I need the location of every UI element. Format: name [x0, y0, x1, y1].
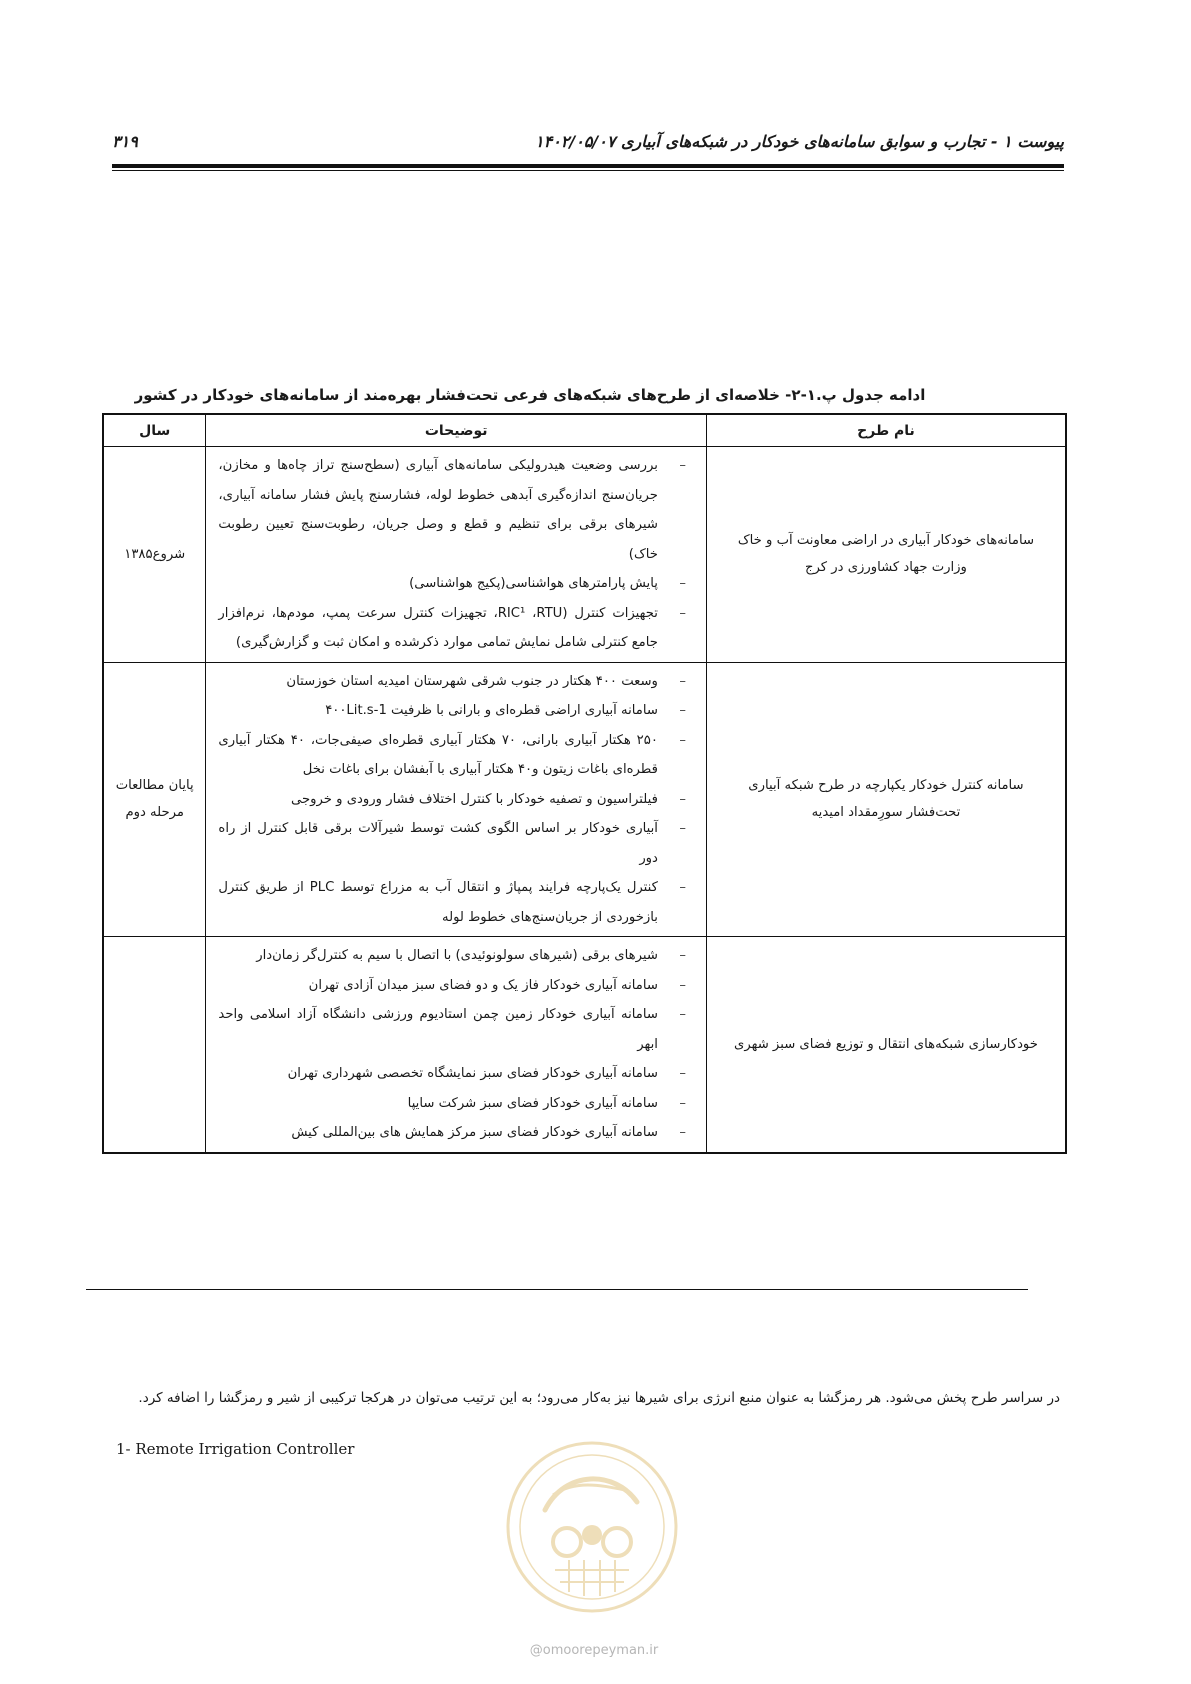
project-year: پایان مطالعات مرحله دوم — [103, 662, 206, 937]
project-year — [103, 937, 206, 1153]
project-description — [206, 662, 707, 937]
footnote-1: 1- Remote Irrigation Controller — [116, 1440, 355, 1458]
page-number: ۳۱۹ — [112, 132, 138, 151]
project-name: سامانه کنترل خودکار یکپارچه در طرح شبکه آبیاری تحت‌فشار سورِمقداد امیدیه — [706, 662, 1066, 937]
running-header — [112, 130, 1064, 158]
list-item: – آبیاری خودکار بر اساس الگوی کشت توسط شیرآلات برقی قابل کنترل از راه دور — [218, 814, 692, 873]
project-name: سامانه‌های خودکار آبیاری در اراضی معاونت آب و خاک وزارت جهاد کشاورزی در کرج — [706, 447, 1066, 663]
header-rule — [112, 164, 1064, 168]
table-row — [103, 662, 1066, 937]
list-item: – سامانه آبیاری خودکار فضای سبز نمایشگاه تخصصی شهرداری تهران — [218, 1059, 692, 1089]
list-item: – شیرهای برقی (شیرهای سولونوئیدی) با اتصال با سیم به کنترل‌گر زمان‌دار — [218, 941, 692, 971]
list-item: – وسعت ۴۰۰ هکتار در جنوب شرقی شهرستان امیدیه استان خوزستان — [218, 667, 692, 697]
list-item: – سامانه آبیاری خودکار فضای سبز شرکت سایپا — [218, 1089, 692, 1119]
list-item: – تجهیزات کنترل (RIC¹ ،RTU، تجهیزات کنترل سرعت پمپ، مودم‌ها، نرم‌افزار جامع کنترلی شامل نمایش تمامی موارد ذکرشده و امکان ثبت و گزارش‌گیری) — [218, 599, 692, 658]
project-description — [206, 937, 707, 1153]
list-item: – سامانه آبیاری خودکار فضای سبز مرکز همایش های بین‌المللی کیش — [218, 1118, 692, 1148]
watermark-logo-icon — [505, 1440, 679, 1614]
list-item: – بررسی وضعیت هیدرولیکی سامانه‌های آبیاری (سطح‌سنج تراز چاه‌ها و مخازن، جریان‌سنج اندازه‌گیری آبدهی خطوط لوله، فشارسنج پایش فشار سامانه آبیاری، شیرهای برقی برای تنظیم و قطع و وصل جریان، رطوبت‌سنج تعیین رطوبت خاک) — [218, 451, 692, 569]
footnote-continuation: در سراسر طرح پخش می‌شود. هر رمزگشا به عنوان منبع انرژی برای شیرها نیز به‌کار می‌رود؛ به این ترتیب می‌توان در هرکجا ترکیبی از شیر و رمزگشا را اضافه کرد. — [138, 1390, 1060, 1406]
table-row — [103, 447, 1066, 663]
column-header-name: نام طرح — [706, 414, 1066, 447]
project-name: خودکارسازی شبکه‌های انتقال و توزیع فضای سبز شهری — [706, 937, 1066, 1153]
column-header-description: توضیحات — [206, 414, 707, 447]
list-item: – پایش پارامترهای هواشناسی(پکیج هواشناسی) — [218, 569, 692, 599]
footnote-divider — [86, 1289, 1028, 1290]
list-item: – فیلتراسیون و تصفیه خودکار با کنترل اختلاف فشار ورودی و خروجی — [218, 785, 692, 815]
table-caption: ادامه جدول پ.۱-۲- خلاصه‌ای از طرح‌های شبکه‌های فرعی تحت‌فشار بهره‌مند از سامانه‌های خودکار در کشور — [134, 386, 926, 404]
list-item: – کنترل یک‌پارچه فرایند پمپاژ و انتقال آب به مزراع توسط PLC از طریق کنترل بازخوردی از جریان‌سنج‌های خطوط لوله — [218, 873, 692, 932]
header-title: پیوست ۱ - تجارب و سوابق سامانه‌های خودکار در شبکه‌های آبیاری ۱۴۰۲/۰۵/۰۷ — [535, 132, 1064, 151]
watermark-url: @omoorepeyman.ir — [529, 1643, 659, 1658]
list-item: – سامانه آبیاری خودکار زمین چمن استادیوم ورزشی دانشگاه آزاد اسلامی واحد ابهر — [218, 1000, 692, 1059]
project-year: شروع۱۳۸۵ — [103, 447, 206, 663]
projects-table — [102, 413, 1067, 1154]
project-description — [206, 447, 707, 663]
column-header-year: سال — [103, 414, 206, 447]
list-item: – سامانه آبیاری اراضی قطره‌ای و بارانی با ظرفیت ۴۰۰Lit.s-1 — [218, 696, 692, 726]
list-item: – سامانه آبیاری خودکار فاز یک و دو فضای سبز میدان آزادی تهران — [218, 971, 692, 1001]
header-rule-thin — [112, 170, 1064, 171]
table-header-row — [103, 414, 1066, 447]
list-item: – ۲۵۰ هکتار آبیاری بارانی، ۷۰ هکتار آبیاری قطره‌ای صیفی‌جات، ۴۰ هکتار آبیاری قطره‌ای باغات زیتون و۴۰ هکتار آبیاری با آبفشان برای باغات نخل — [218, 726, 692, 785]
table-row — [103, 937, 1066, 1153]
